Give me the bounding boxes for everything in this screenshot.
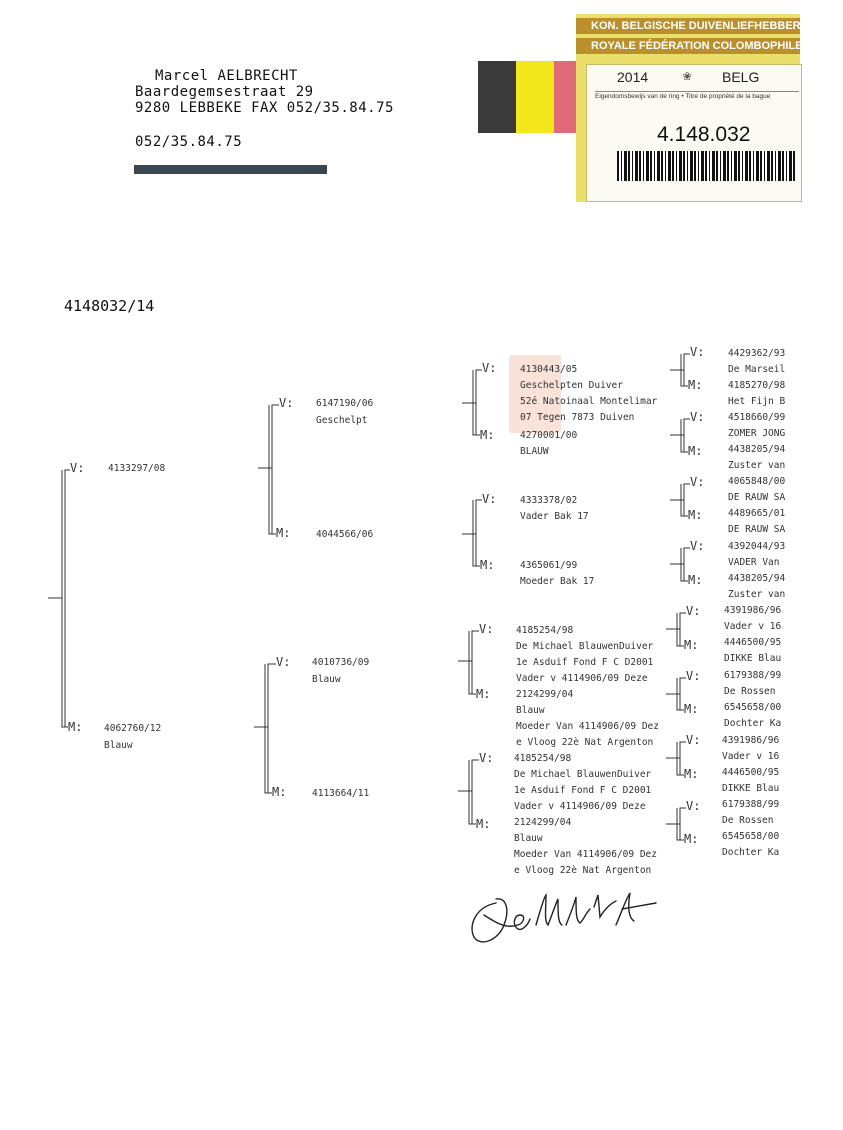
dam-ring: 4062760/12 bbox=[104, 723, 162, 734]
gen4-info: DIKKE Blau bbox=[724, 653, 782, 664]
gen4-info: DIKKE Blau bbox=[722, 783, 780, 794]
gen4-info: Zuster van bbox=[728, 460, 786, 471]
label-v: V: bbox=[279, 396, 294, 410]
label-v: V: bbox=[690, 475, 705, 489]
ownership-text: Eigendomsbewijs van de ring • Titre de propriété de la bague bbox=[595, 91, 799, 100]
gen3-info: Geschelpten Duiver bbox=[520, 380, 623, 391]
gen3-ring: 4333378/02 bbox=[520, 495, 578, 506]
label-m: M: bbox=[480, 558, 495, 572]
signature bbox=[466, 885, 666, 949]
gen4-info: De Rossen bbox=[722, 815, 774, 826]
crest-icon: ❀ bbox=[683, 68, 692, 84]
gen4-info: DE RAUW SA bbox=[728, 492, 786, 503]
gen4-info: Het Fijn B bbox=[728, 396, 786, 407]
label-v: V: bbox=[70, 461, 85, 475]
label-m: M: bbox=[684, 702, 699, 716]
gen3-ring: 4130443/05 bbox=[520, 364, 578, 375]
gen4-info: Vader v 16 bbox=[722, 751, 780, 762]
gen4-ring: 4392044/93 bbox=[728, 541, 786, 552]
gen4-ring: 4489665/01 bbox=[728, 508, 786, 519]
gen3-ring: 2124299/04 bbox=[514, 817, 572, 828]
label-m: M: bbox=[688, 378, 703, 392]
label-v: V: bbox=[690, 539, 705, 553]
gen3-info: De Michael BlauwenDuiver bbox=[516, 641, 654, 652]
breeder-city-fax: 9280 LEBBEKE FAX 052/35.84.75 bbox=[135, 100, 394, 116]
gen3-info: BLAUW bbox=[520, 446, 549, 457]
label-v: V: bbox=[686, 733, 701, 747]
label-m: M: bbox=[684, 767, 699, 781]
gen4-ring: 4518660/99 bbox=[728, 412, 786, 423]
label-m: M: bbox=[68, 720, 83, 734]
label-m: M: bbox=[480, 428, 495, 442]
gen4-ring: 4438205/94 bbox=[728, 444, 786, 455]
gen4-ring: 6179388/99 bbox=[724, 670, 782, 681]
gen4-ring: 6179388/99 bbox=[722, 799, 780, 810]
gen2-ring: 6147190/06 bbox=[316, 398, 374, 409]
gen3-info: 1e Asduif Fond F C D2001 bbox=[514, 785, 652, 796]
gen3-info: Moeder Van 4114906/09 Dez bbox=[516, 721, 659, 732]
gen3-ring: 4365061/99 bbox=[520, 560, 578, 571]
gen3-info: De Michael BlauwenDuiver bbox=[514, 769, 652, 780]
gen4-info: De Rossen bbox=[724, 686, 776, 697]
ring-country: BELG bbox=[722, 69, 760, 85]
label-m: M: bbox=[688, 508, 703, 522]
label-v: V: bbox=[482, 492, 497, 506]
gen2-info: Geschelpt bbox=[316, 415, 368, 426]
label-v: V: bbox=[479, 751, 494, 765]
gen4-ring: 4185270/98 bbox=[728, 380, 786, 391]
label-m: M: bbox=[272, 785, 287, 799]
gen3-info: Vader v 4114906/09 Deze bbox=[514, 801, 646, 812]
gen4-info: DE RAUW SA bbox=[728, 524, 786, 535]
gen2-ring: 4010736/09 bbox=[312, 657, 370, 668]
sire-ring: 4133297/08 bbox=[108, 463, 166, 474]
gen4-ring: 4065848/00 bbox=[728, 476, 786, 487]
label-v: V: bbox=[686, 604, 701, 618]
gen3-info: Blauw bbox=[516, 705, 545, 716]
dam-color: Blauw bbox=[104, 740, 133, 751]
gen4-info: Dochter Ka bbox=[722, 847, 780, 858]
label-v: V: bbox=[690, 345, 705, 359]
gen3-ring: 4185254/98 bbox=[516, 625, 574, 636]
gen3-ring: 4185254/98 bbox=[514, 753, 572, 764]
gen4-ring: 6545658/00 bbox=[722, 831, 780, 842]
gen4-info: De Marseil bbox=[728, 364, 786, 375]
gen3-info: e Vloog 22è Nat Argenton bbox=[516, 737, 654, 748]
gen4-ring: 6545658/00 bbox=[724, 702, 782, 713]
label-m: M: bbox=[684, 638, 699, 652]
gen4-ring: 4438205/94 bbox=[728, 573, 786, 584]
gen2-ring: 4044566/06 bbox=[316, 529, 374, 540]
gen4-info: Dochter Ka bbox=[724, 718, 782, 729]
federation-name-fr: ROYALE FÉDÉRATION COLOMBOPHILE BELGE bbox=[576, 38, 800, 54]
gen3-info: 07 Tegen 7873 Duiven bbox=[520, 412, 635, 423]
gen3-info: Moeder Van 4114906/09 Dez bbox=[514, 849, 657, 860]
gen3-info: 1e Asduif Fond F C D2001 bbox=[516, 657, 654, 668]
label-v: V: bbox=[690, 410, 705, 424]
gen4-ring: 4446500/95 bbox=[722, 767, 780, 778]
gen4-ring: 4429362/93 bbox=[728, 348, 786, 359]
label-m: M: bbox=[276, 526, 291, 540]
federation-name-nl: KON. BELGISCHE DUIVENLIEFHEBBERSBOND bbox=[576, 18, 800, 34]
gen4-info: ZOMER JONG bbox=[728, 428, 786, 439]
gen3-ring: 2124299/04 bbox=[516, 689, 574, 700]
gen4-info: VADER Van bbox=[728, 557, 780, 568]
gen4-ring: 4446500/95 bbox=[724, 637, 782, 648]
gen2-ring: 4113664/11 bbox=[312, 788, 370, 799]
gen4-ring: 4391986/96 bbox=[724, 605, 782, 616]
gen3-info: Moeder Bak 17 bbox=[520, 576, 595, 587]
gen3-info: Vader v 4114906/09 Deze bbox=[516, 673, 648, 684]
breeder-phone: 052/35.84.75 bbox=[135, 134, 243, 150]
label-v: V: bbox=[482, 361, 497, 375]
ring-year: 2014 bbox=[617, 69, 649, 85]
label-m: M: bbox=[476, 687, 491, 701]
gen3-info: Blauw bbox=[514, 833, 543, 844]
gen4-info: Vader v 16 bbox=[724, 621, 782, 632]
gen3-info: Vader Bak 17 bbox=[520, 511, 589, 522]
label-v: V: bbox=[276, 655, 291, 669]
label-v: V: bbox=[686, 669, 701, 683]
label-m: M: bbox=[476, 817, 491, 831]
label-m: M: bbox=[684, 832, 699, 846]
gen2-info: Blauw bbox=[312, 674, 341, 685]
ring-number: 4.148.032 bbox=[657, 123, 751, 146]
label-m: M: bbox=[688, 444, 703, 458]
breeder-street: Baardegemsestraat 29 bbox=[135, 84, 314, 100]
breeder-name: Marcel AELBRECHT bbox=[155, 68, 298, 84]
label-v: V: bbox=[479, 622, 494, 636]
gen4-ring: 4391986/96 bbox=[722, 735, 780, 746]
pigeon-ring-id: 4148032/14 bbox=[64, 297, 155, 315]
gen3-info: e Vloog 22è Nat Argenton bbox=[514, 865, 652, 876]
label-m: M: bbox=[688, 573, 703, 587]
label-v: V: bbox=[686, 799, 701, 813]
gen3-ring: 4270001/00 bbox=[520, 430, 578, 441]
gen3-info: 52é Natoinaal Montelimar bbox=[520, 396, 658, 407]
gen4-info: Zuster van bbox=[728, 589, 786, 600]
